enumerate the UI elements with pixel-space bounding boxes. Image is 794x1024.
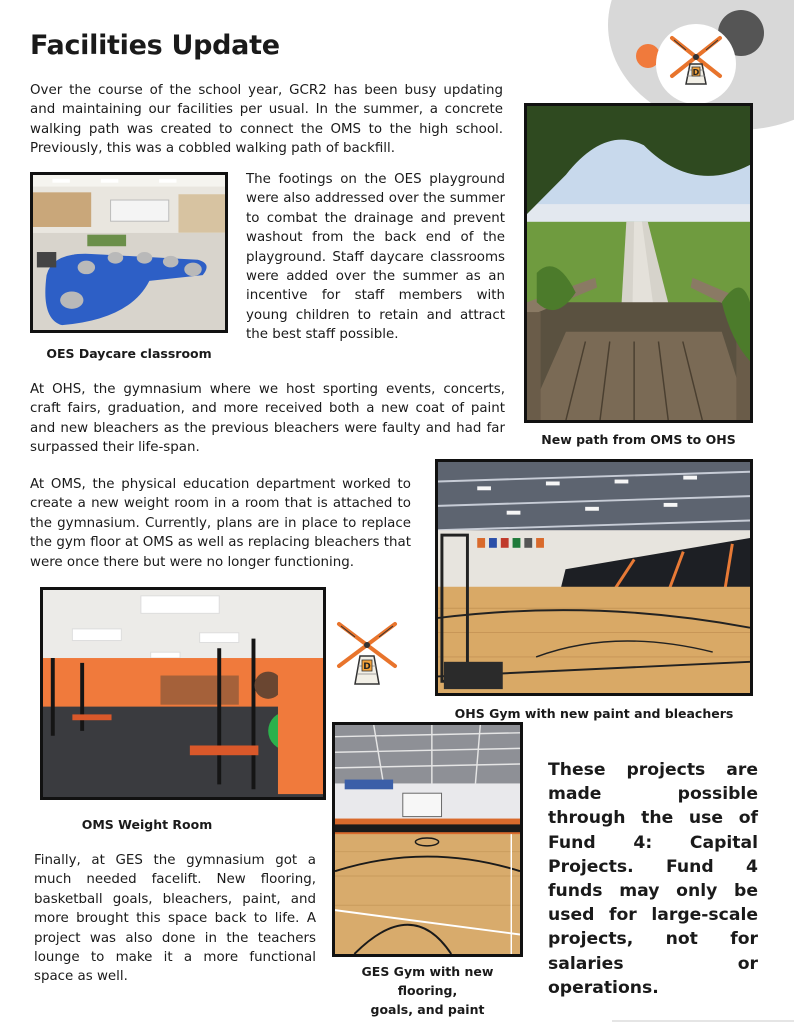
daycare-classroom-photo [30,172,228,333]
logo-badge [656,24,736,104]
ges-gym-caption [332,962,523,1019]
oms-paragraph: At OMS, the physical education department worked to create a new weight room in a room that is attached to the gymnasium. Currently, plans are in place to replace the gym floor at OMS as well as replacing bleachers that were once there but were no longer functioning. [30,477,411,570]
footer-divider [612,1020,794,1022]
ohs-gym-caption: OHS Gym with new paint and bleachers [454,706,734,721]
fund-callout-last: salaries or operations. [548,953,758,998]
fund-callout-main: These projects are made possible through the use of Fund 4: Capital Projects. Fund 4 funds may only be used for large-scale projects, not for [548,760,758,950]
ges-gym-caption-line1: GES Gym with new flooring, [361,964,494,998]
weight-room-photo [40,587,326,800]
walking-path-photo [524,103,753,423]
daycare-caption: OES Daycare classroom [46,346,212,361]
windmill-logo-small [333,618,401,688]
ges-paragraph: Finally, at GES the gymnasium got a much needed facelift. New flooring, basketball goals, bleachers, paint, and more brought this space back to life. A project was also done in the teachers lounge to make it a more functional space as well. [34,853,316,985]
oes-paragraph: The footings on the OES playground were also addressed over the summer to combat the drainage and prevent washout from the back end of the playground. Staff daycare classrooms were added over the summer as an incentive for staff members with young children to retain and attract the best staff possible. [246,172,505,343]
ges-gym-photo [332,722,523,957]
windmill-icon [333,618,401,688]
ohs-paragraph: At OHS, the gymnasium where we host sporting events, concerts, craft fairs, graduation, and more received both a new coat of paint and new bleachers as the previous bleachers were faulty and had far surpassed their life-span. [30,382,505,456]
fund-callout [548,758,758,1000]
page-title: Facilities Update [30,30,280,61]
windmill-logo-icon [656,24,736,104]
intro-paragraph: Over the course of the school year, GCR2 has been busy updating and maintaining our facilities per usual. In the summer, a concrete walking path was created to connect the OMS to the high school. Previously, this was a cobbled walking path of backfill. [30,83,503,157]
path-caption: New path from OMS to OHS [541,432,736,447]
logo-letter-small: D [363,662,371,672]
logo-letter: D [692,68,700,77]
weight-room-caption: OMS Weight Room [81,817,213,832]
ges-gym-caption-line2: goals, and paint [370,1002,485,1017]
ohs-gym-photo [435,459,753,696]
